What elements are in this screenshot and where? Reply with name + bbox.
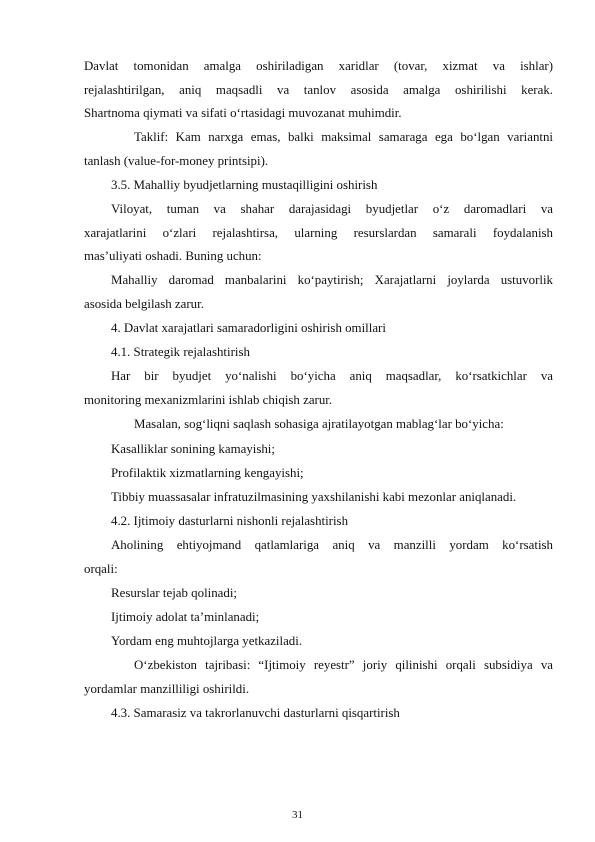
page-number: 31 bbox=[292, 809, 303, 821]
document-page: Davlat tomonidan amalga oshiriladigan xaridlar (tovar, xizmat va ishlar) rejalashtirilgan, aniq maqsadli va tanlov asosida amalga oshirilishi kerak. Shartnoma qiymati va sifati o‘rtasidagi muvozanat muhimdir. Taklif: Kam narxga emas, balki maksimal samaraga ega bo‘lgan variantni tanlash (value-for-money printsipi). 3.5. Mahalliy byudjetlarning mustaqilligini oshirish Viloyat, tuman va shahar darajasidagi byudjetlar o‘z daromadlari va xarajatlarini o‘zlari rejalashtirsa, ularning resurslardan samarali foydalanish mas’uliyati oshadi. Buning uchun: Mahalliy daromad manbalarini ko‘paytirish; Xarajatlarni joylarda ustuvorlik asosida belgilash zarur. 4. Davlat xarajatlari samaradorligini oshirish omillari 4.1. Strategik rejalashtirish Har bir byudjet yo‘nalishi bo‘yicha aniq maqsadlar, ko‘rsatkichlar va monitoring mexanizmlarini ishlab chiqish zarur. Masalan, sog‘liqni saqlash sohasiga ajratilayotgan mablag‘lar bo‘yicha: Kasalliklar sonining kamayishi; Profilaktik xizmatlarning kengayishi; Tibbiy muassasalar infratuzilmasining yaxshilanishi kabi mezonlar aniqlanadi. 4.2. Ijtimoiy dasturlarni nishonli rejalashtirish Aholining ehtiyojmand qatlamlariga aniq va manzilli yordam ko‘rsatish orqali: Resurslar tejab qolinadi; Ijtimoiy adolat ta’minlanadi; Yordam eng muhtojlarga yetkaziladi. O‘zbekiston tajribasi: “Ijtimoiy reyestr” joriy qilinishi orqali subsidiya va yordamlar manzilliligi oshirildi. 4.3. Samarasiz va takrorlanuvchi dasturlarni qisqartirish 31 bbox=[0, 0, 595, 842]
